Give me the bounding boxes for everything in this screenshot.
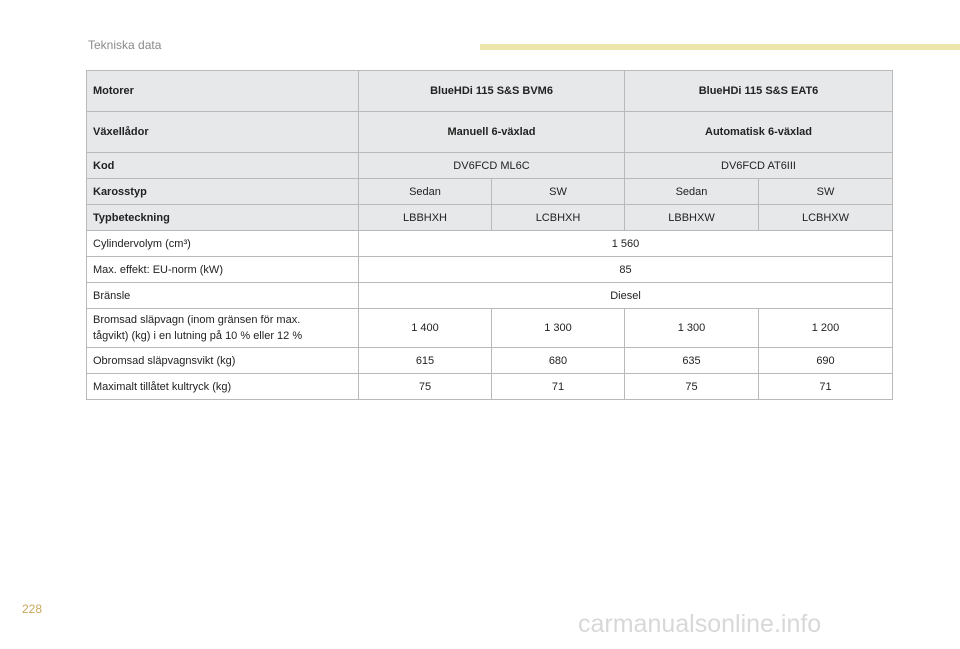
table-cell: LCBHXW xyxy=(759,205,893,231)
technical-data-table xyxy=(86,70,893,400)
table-cell: Diesel xyxy=(359,283,893,309)
row-label: Växellådor xyxy=(87,112,359,153)
table-cell: 635 xyxy=(625,348,759,374)
table-row-effekt xyxy=(87,257,893,283)
table-row-obromsad xyxy=(87,348,893,374)
table-cell: LBBHXW xyxy=(625,205,759,231)
table-cell: 75 xyxy=(359,374,492,400)
row-label-line2: tågvikt) (kg) i en lutning på 10 % eller 12 % xyxy=(93,330,303,342)
table-cell: 615 xyxy=(359,348,492,374)
watermark: carmanualsonline.info xyxy=(578,610,822,638)
table-row-kod xyxy=(87,153,893,179)
table-cell: 1 200 xyxy=(759,309,893,348)
table-cell: Sedan xyxy=(359,179,492,205)
engine2-cell: BlueHDi 115 S&S EAT6 xyxy=(625,71,893,112)
table-row-cylindervolym xyxy=(87,231,893,257)
row-label-line1: Bromsad släpvagn (inom gränsen för max. xyxy=(93,314,301,326)
table-cell: 85 xyxy=(359,257,893,283)
table-row-vaxellador xyxy=(87,112,893,153)
table-row-motorer xyxy=(87,71,893,112)
table-cell: 1 300 xyxy=(625,309,759,348)
table-cell: 1 300 xyxy=(492,309,625,348)
gearbox1-cell: Manuell 6-växlad xyxy=(359,112,625,153)
table-row-bransle xyxy=(87,283,893,309)
table-cell: 75 xyxy=(625,374,759,400)
row-label: Cylindervolym (cm³) xyxy=(87,231,359,257)
row-label: Motorer xyxy=(87,71,359,112)
row-label: Kod xyxy=(87,153,359,179)
page-number: 228 xyxy=(22,602,43,616)
code1-cell: DV6FCD ML6C xyxy=(359,153,625,179)
table-cell: LBBHXH xyxy=(359,205,492,231)
table-cell: Sedan xyxy=(625,179,759,205)
row-label: Maximalt tillåtet kultryck (kg) xyxy=(87,374,359,400)
table-cell: 71 xyxy=(492,374,625,400)
table-cell: 680 xyxy=(492,348,625,374)
table-row-bromsad xyxy=(87,309,893,348)
table-row-kultryck xyxy=(87,374,893,400)
table-cell: SW xyxy=(759,179,893,205)
code2-cell: DV6FCD AT6III xyxy=(625,153,893,179)
table-cell: 1 400 xyxy=(359,309,492,348)
table-row-karosstyp xyxy=(87,179,893,205)
table-cell: 71 xyxy=(759,374,893,400)
table-row-typbeteckning xyxy=(87,205,893,231)
row-label: Karosstyp xyxy=(87,179,359,205)
header-accent-bar xyxy=(480,44,960,50)
row-label: Max. effekt: EU-norm (kW) xyxy=(87,257,359,283)
gearbox2-cell: Automatisk 6-växlad xyxy=(625,112,893,153)
table-cell: 1 560 xyxy=(359,231,893,257)
row-label: Obromsad släpvagnsvikt (kg) xyxy=(87,348,359,374)
row-label: Bränsle xyxy=(87,283,359,309)
engine1-cell: BlueHDi 115 S&S BVM6 xyxy=(359,71,625,112)
table-cell: SW xyxy=(492,179,625,205)
table-cell: LCBHXH xyxy=(492,205,625,231)
row-label xyxy=(87,309,359,348)
row-label: Typbeteckning xyxy=(87,205,359,231)
section-title: Tekniska data xyxy=(88,38,162,52)
table-cell: 690 xyxy=(759,348,893,374)
